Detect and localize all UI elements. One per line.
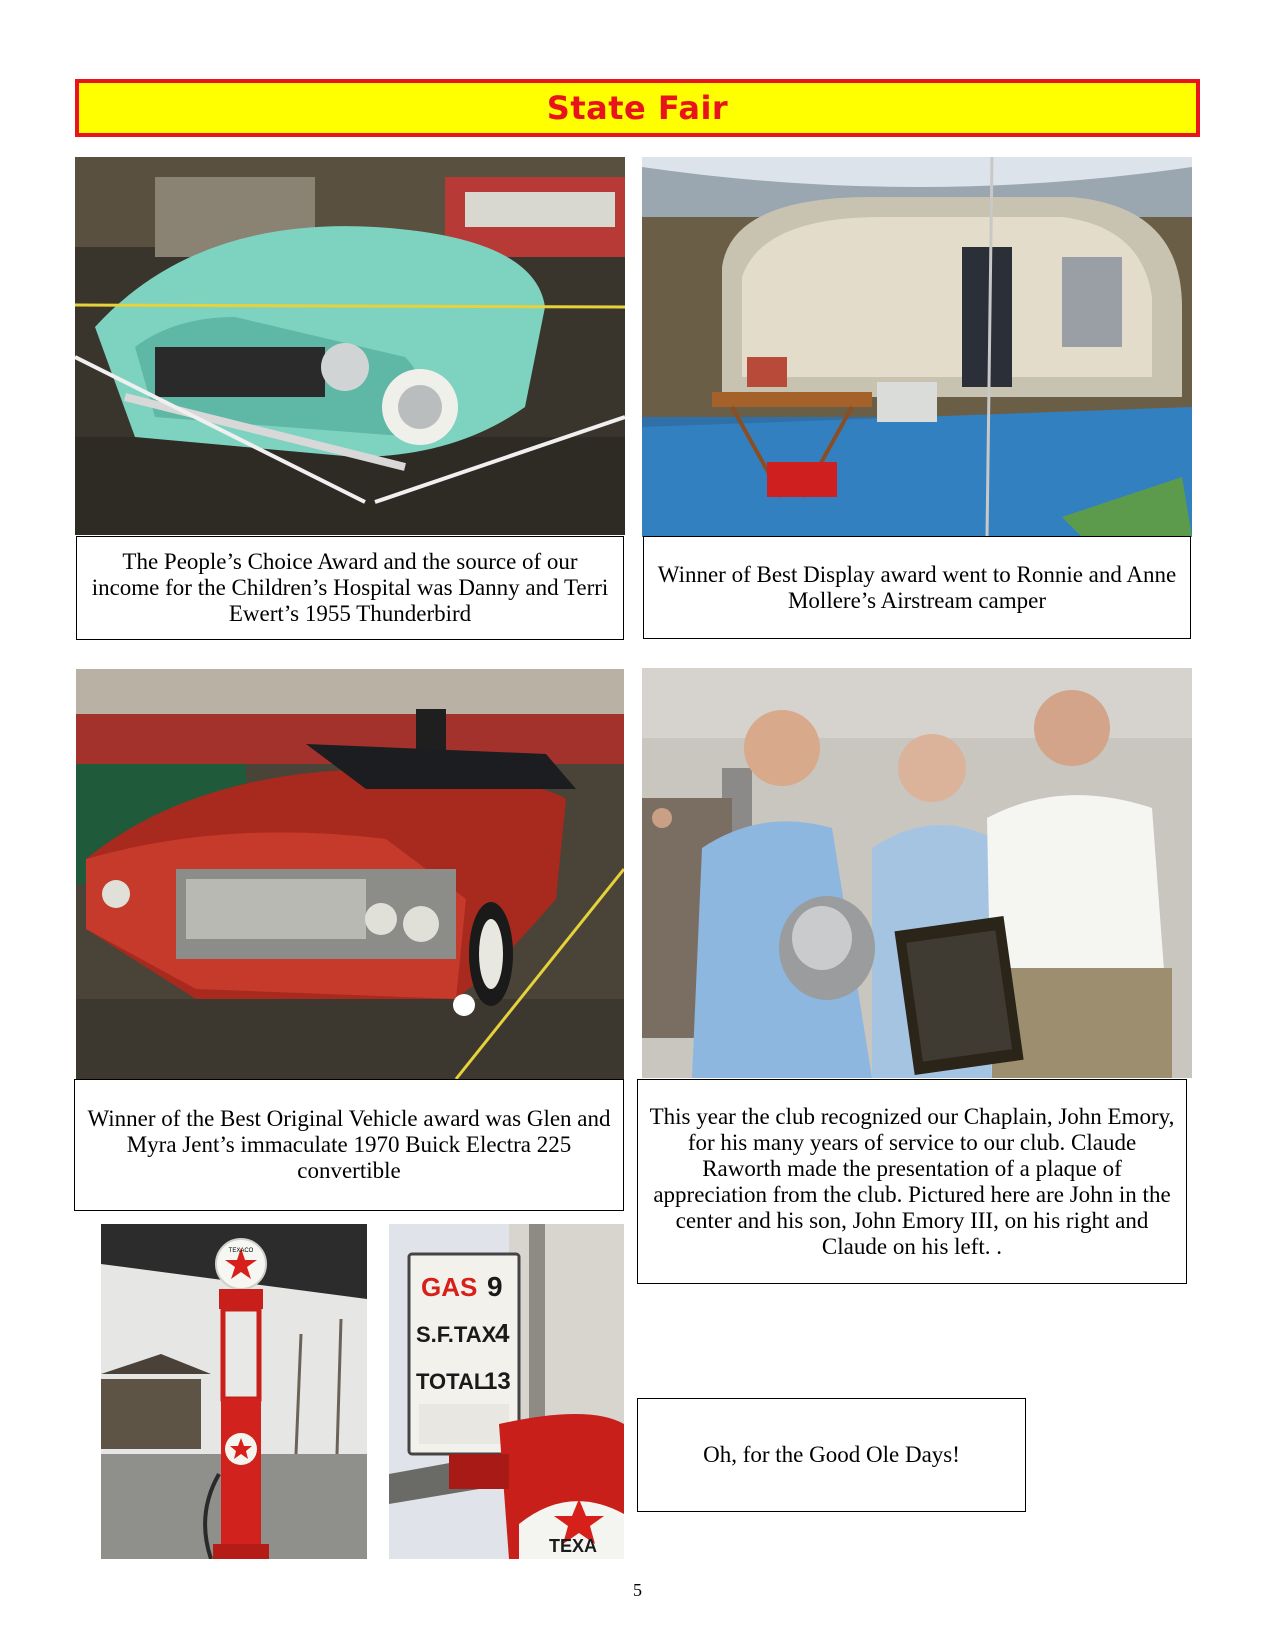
gas-sign-tax-value: 4 xyxy=(495,1318,510,1348)
chaplain-caption: This year the club recognized our Chaplain, John Emory, for his many years of service to our club. Claude Raworth made the presentation of a plaque of appreciation from the club. Pictured here are John in the center and his son, John Emory III, on his right and Claude on his left. . xyxy=(637,1079,1187,1284)
good-ole-days-caption: Oh, for the Good Ole Days! xyxy=(637,1398,1026,1512)
texaco-label: TEXA xyxy=(549,1536,598,1556)
buick-caption: Winner of the Best Original Vehicle award was Glen and Myra Jent’s immaculate 1970 Buick Electra 225 convertible xyxy=(74,1079,624,1211)
texaco-pump-photo xyxy=(101,1224,367,1559)
section-title: State Fair xyxy=(546,89,729,127)
gas-sign-photo xyxy=(389,1224,624,1559)
gas-sign-gas: GAS xyxy=(421,1272,478,1302)
airstream-caption: Winner of Best Display award went to Ronnie and Anne Mollere’s Airstream camper xyxy=(643,536,1191,639)
thunderbird-photo xyxy=(75,157,625,535)
texaco-small-label: TEXACO xyxy=(228,1248,254,1254)
airstream-photo xyxy=(642,157,1192,537)
buick-photo xyxy=(76,669,624,1079)
chaplain-photo xyxy=(642,668,1192,1078)
gas-sign-gas-value: 9 xyxy=(487,1271,503,1302)
gas-sign-total: TOTAL xyxy=(416,1369,488,1394)
section-title-bar xyxy=(75,79,1200,137)
gas-sign-tax: S.F.TAX xyxy=(416,1322,497,1347)
page-number: 5 xyxy=(633,1580,642,1600)
gas-sign-total-value: 13 xyxy=(484,1368,511,1395)
thunderbird-caption: The People’s Choice Award and the source of our income for the Children’s Hospital was Danny and Terri Ewert’s 1955 Thunderbird xyxy=(76,536,624,640)
